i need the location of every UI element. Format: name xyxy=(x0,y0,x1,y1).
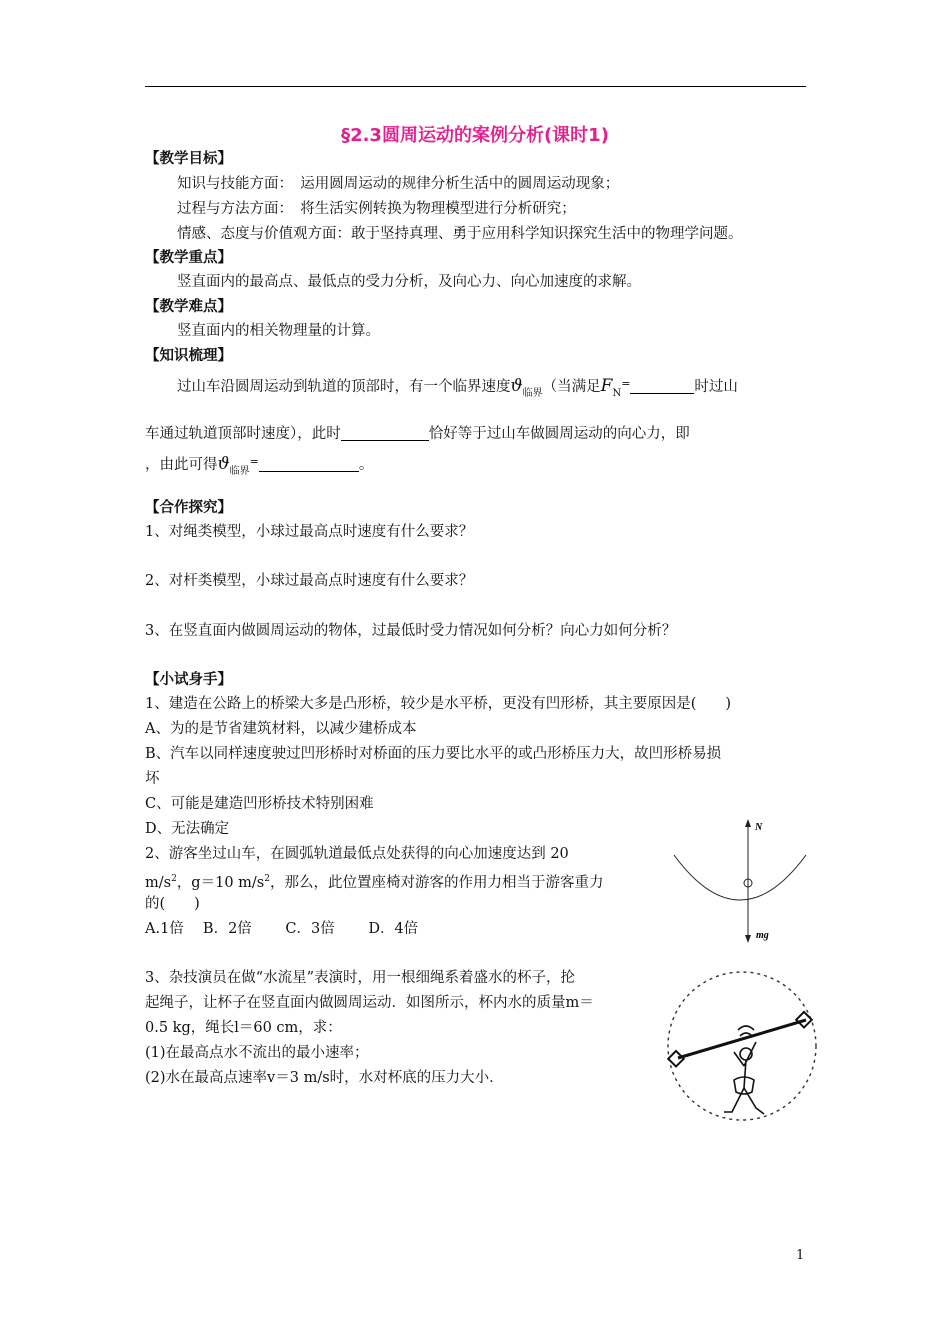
coaster-bottom-figure xyxy=(670,815,810,945)
blank-force[interactable] xyxy=(341,426,429,441)
cup-left xyxy=(668,1051,684,1067)
p1-option-b-line1: B、汽车以同样速度驶过凹形桥时对桥面的压力要比水平的或凸形桥压力大，故凹形桥易损 xyxy=(145,746,722,762)
p3-line5: (2)水在最高点速率v＝3 m/s时，水对杯底的压力大小． xyxy=(145,1070,504,1086)
p2-sup-2: 2 xyxy=(264,874,270,884)
p1-stem: 1、建造在公路上的桥梁大多是凸形桥，较少是水平桥，更没有凹形桥，其主要原因是( ) xyxy=(145,696,732,712)
page-number: 1 xyxy=(796,1248,805,1263)
label-mg: mg xyxy=(756,930,769,941)
p3-line2: 起绳子，让杯子在竖直面内做圆周运动．如图所示，杯内水的质量m＝ xyxy=(145,995,594,1011)
explore-q2: 2、对杆类模型，小球过最高点时速度有什么要求？ xyxy=(145,573,474,589)
review-line2-text-b: 恰好等于过山车做圆周运动的向心力，即 xyxy=(428,426,690,442)
track-arc xyxy=(674,855,806,900)
circular-path xyxy=(668,972,816,1120)
goals-heading: 【教学目标】 xyxy=(145,151,232,167)
review-line2-text-a: 车通过轨道顶部时速度），此时 xyxy=(145,426,341,442)
review-line1-text-c: 时过山 xyxy=(694,379,738,395)
explore-q1: 1、对绳类模型，小球过最高点时速度有什么要求？ xyxy=(145,524,474,540)
p1-option-a: A、为的是节省建筑材料，以减少建桥成本 xyxy=(145,721,417,737)
goals-process: 过程与方法方面： 将生活实例转换为物理模型进行分析研究； xyxy=(177,201,576,217)
p2-sup-1: 2 xyxy=(171,874,177,884)
rope xyxy=(678,1020,806,1058)
theta-critical-symbol-2: ϑ xyxy=(217,454,230,474)
p2-g-value: ，g＝10 m/s xyxy=(176,874,265,891)
blank-fn-value[interactable] xyxy=(630,379,694,394)
header-rule xyxy=(145,86,806,87)
p2-line2 xyxy=(145,869,603,893)
key-heading: 【教学重点】 xyxy=(145,250,232,266)
p2-unit-a: m/s xyxy=(145,874,172,891)
water-meteor-figure xyxy=(660,962,828,1130)
p1-option-d: D、无法确定 xyxy=(145,821,230,837)
page-title: §2.3圆周运动的案例分析(课时1) xyxy=(341,125,609,146)
review-line1-text-b: （当满足 xyxy=(542,379,601,395)
review-line1-text-a: 过山车沿圆周运动到轨道的顶部时，有一个临界速度 xyxy=(177,379,511,395)
p1-option-b-line2: 坏 xyxy=(145,771,160,787)
p3-line1: 3、杂技演员在做“水流星”表演时，用一根细绳系着盛水的杯子，抡 xyxy=(145,970,576,986)
goals-knowledge: 知识与技能方面： 运用圆周运动的规律分析生活中的圆周运动现象； xyxy=(177,176,620,192)
explore-q3: 3、在竖直面内做圆周运动的物体，过最低时受力情况如何分析？向心力如何分析？ xyxy=(145,623,677,639)
goals-emotion: 情感、态度与价值观方面：敢于坚持真理、勇于应用科学知识探究生活中的物理学问题。 xyxy=(177,226,743,242)
normal-force-symbol: F xyxy=(600,376,613,396)
normal-force-subscript: N xyxy=(612,388,622,399)
p2-line3: 的( ) xyxy=(145,896,200,912)
practice-heading: 【小试身手】 xyxy=(145,672,232,688)
equals-sign-2: = xyxy=(249,455,259,468)
motion-marks xyxy=(738,1026,754,1036)
review-line1 xyxy=(177,374,738,404)
review-line3 xyxy=(145,452,373,482)
key-text: 竖直面内的最高点、最低点的受力分析，及向心力、向心加速度的求解。 xyxy=(177,274,641,290)
theta-critical-subscript: 临界 xyxy=(522,388,543,399)
review-line2 xyxy=(145,424,690,444)
p3-line4: (1)在最高点水不流出的最小速率； xyxy=(145,1045,369,1061)
explore-heading: 【合作探究】 xyxy=(145,500,232,516)
theta-critical-subscript-2: 临界 xyxy=(229,466,250,477)
arrow-n xyxy=(745,819,751,827)
review-heading: 【知识梳理】 xyxy=(145,348,232,364)
label-n: N xyxy=(755,822,763,833)
p2-line1: 2、游客坐过山车，在圆弧轨道最低点处获得的向心加速度达到 20 xyxy=(145,846,569,862)
difficulty-text: 竖直面内的相关物理量的计算。 xyxy=(177,323,380,339)
arrow-mg xyxy=(745,935,751,943)
p1-option-c: C、可能是建造凹形桥技术特别困难 xyxy=(145,796,374,812)
review-line3-end: 。 xyxy=(358,457,374,473)
p2-options: A.1倍 B．2倍 C．3倍 D．4倍 xyxy=(145,921,419,937)
blank-critical-speed[interactable] xyxy=(259,457,359,472)
equals-sign: = xyxy=(621,377,631,390)
performer-body xyxy=(724,1042,764,1114)
difficulty-heading: 【教学难点】 xyxy=(145,299,232,315)
p2-line2-rest: ，那么，此位置座椅对游客的作用力相当于游客重力 xyxy=(269,874,604,891)
review-line3-text-a: ，由此可得 xyxy=(145,457,218,473)
p3-line3: 0.5 kg，绳长l＝60 cm，求： xyxy=(145,1020,342,1036)
theta-critical-symbol: ϑ xyxy=(510,376,523,396)
